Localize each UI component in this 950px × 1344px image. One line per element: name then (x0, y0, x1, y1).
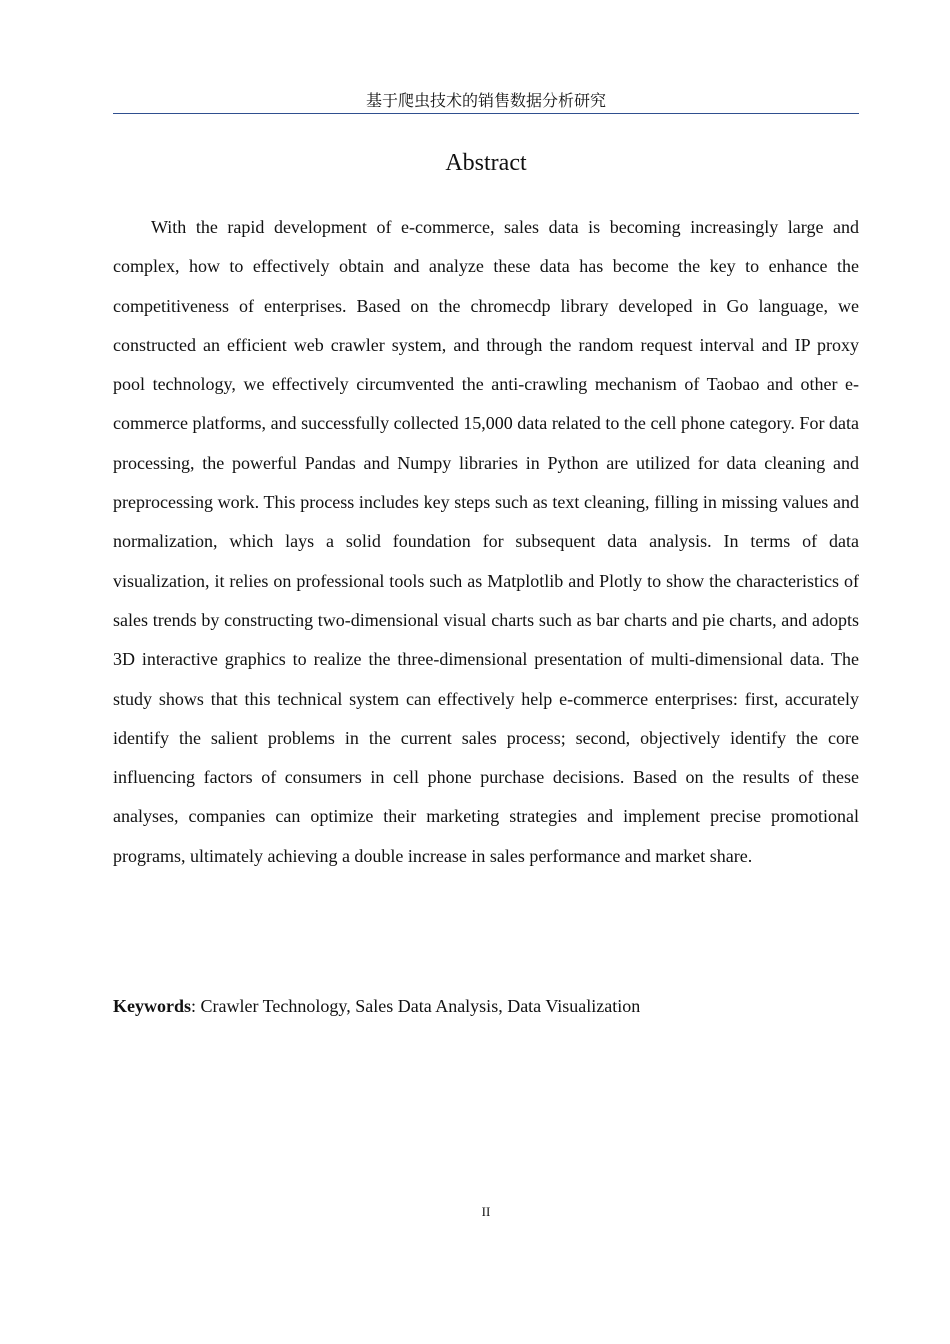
keywords-label: Keywords (113, 996, 191, 1016)
abstract-title: Abstract (445, 150, 527, 176)
running-header: 基于爬虫技术的销售数据分析研究 (113, 90, 859, 114)
keywords-line (113, 992, 859, 1020)
keywords-text: Crawler Technology, Sales Data Analysis, Data Visualization (200, 996, 641, 1016)
page-number: II (481, 1204, 491, 1219)
keywords-separator: : (191, 996, 201, 1016)
abstract-body: With the rapid development of e-commerce, sales data is becoming increasingly large and complex, how to effectively obtain and analyze these data has become the key to enhance the competitiveness of enterprises. Based on the chromecdp library developed in Go language, we constructed an efficient web crawler system, and through the random request interval and IP proxy pool technology, we effectively circumvented the anti-crawling mechanism of Taobao and other e-commerce platforms, and successfully collected 15,000 data related to the cell phone category. For data processing, the powerful Pandas and Numpy libraries in Python are utilized for data cleaning and preprocessing work. This process includes key steps such as text cleaning, filling in missing values and normalization, which lays a solid foundation for subsequent data analysis. In terms of data visualization, it relies on professional tools such as Matplotlib and Plotly to show the characteristics of sales trends by constructing two-dimensional visual charts such as bar charts and pie charts, and adopts 3D interactive graphics to realize the three-dimensional presentation of multi-dimensional data. The study shows that this technical system can effectively help e-commerce enterprises: first, accurately identify the salient problems in the current sales process; second, objectively identify the core influencing factors of consumers in cell phone purchase decisions. Based on the results of these analyses, companies can optimize their marketing strategies and implement precise promotional programs, ultimately achieving a double increase in sales performance and market share. (113, 217, 859, 866)
